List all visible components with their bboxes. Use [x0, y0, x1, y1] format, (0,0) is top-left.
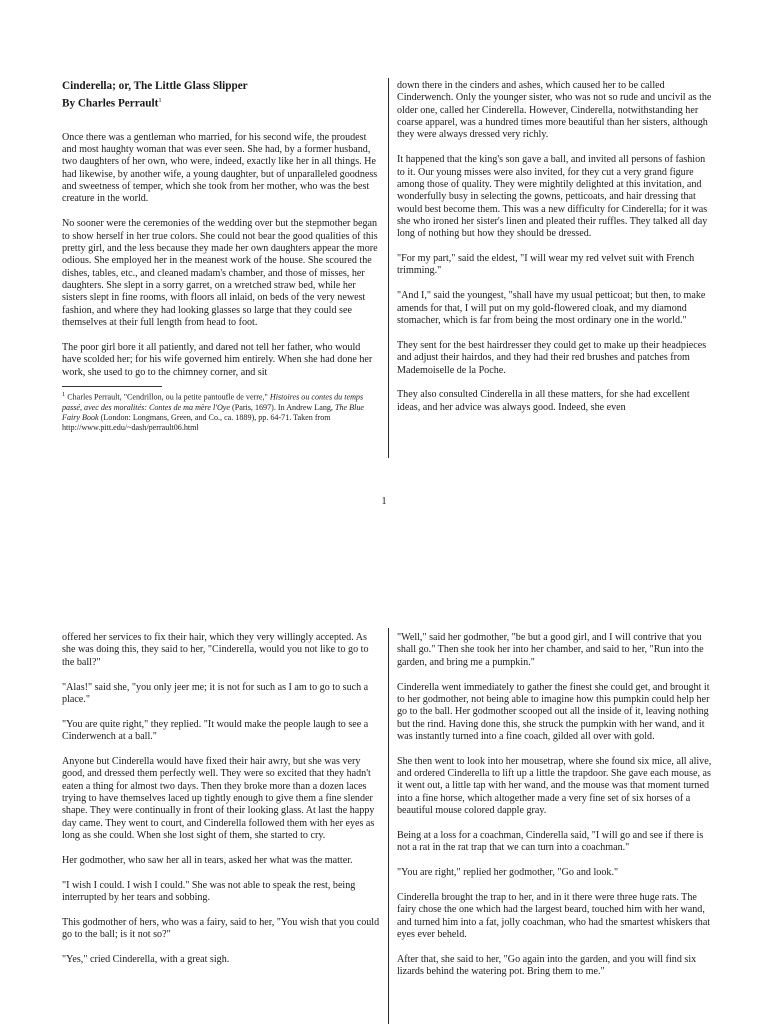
paragraph: "Well," said her godmother, "be but a good girl, and I will contrive that you shall go." Then she took her into her chamber, and said to her, "Run into the garden, and bring me a pumpkin." — [397, 632, 704, 668]
paragraph: "Yes," cried Cinderella, with a great sigh. — [62, 954, 230, 966]
paragraph: Cinderella went immediately to gather the finest she could get, and brought it to her godmother, not being able to imagine how this pumpkin could help her go to the ball. Her godmother scooped out all the inside of it, leaving nothing but the rind. Having done this, she struck the pumpkin with her wand, and it was instantly turned into a fine coach, gilded all over with gold. — [397, 681, 710, 742]
title-footnote-mark: 1 — [158, 96, 162, 104]
page-gap — [0, 520, 768, 608]
paragraph: down there in the cinders and ashes, which caused her to be called Cinderwench. Only the younger sister, who was not so rude and uncivil as the older one, called her Cinderella. However, Cinderella, notwithstanding her coarse apparel, was a hundred times more beautiful than her sisters, although they were always dressed very richly. — [397, 80, 712, 141]
footnote-title-a: Histoires ou contes du temps passé, avec des moralités: Contes de ma mère l'Oye — [62, 393, 364, 413]
paragraph: offered her services to fix their hair, which they very willingly accepted. As she was doing this, they said to her, "Cinderella, would you not like to go to the ball?" — [62, 632, 369, 668]
paragraph: They sent for the best hairdresser they could get to make up their headpieces and adjust their hairdos, and they had their red brushes and patches from Mademoiselle de la Poche. — [397, 339, 707, 376]
document-title — [62, 80, 380, 111]
paragraph: Being at a loss for a coachman, Cinderella said, "I will go and see if there is not a rat in the rat trap that we can turn into a coachman." — [397, 829, 704, 854]
paragraph: Cinderella brought the trap to her, and in it there were three huge rats. The fairy chose the one which had the largest beard, touched him with her wand, and turned him into a fat, jolly coachman, who had the smartest whiskers that eyes ever beheld. — [397, 892, 711, 941]
paragraph: This godmother of hers, who was a fairy, said to her, "You wish that you could go to the ball; is it not so?" — [62, 916, 380, 941]
paragraph: No sooner were the ceremonies of the wedding over but the stepmother began to show herself in her true colors. She could not bear the good qualities of this pretty girl, and the less because they made her own daughters appear the more odious. She employed her in the meanest work of the house. She scoured the dishes, tables, etc., and cleaned madam's chamber, and those of misses, her daughters. She slept in a sorry garret, on a wretched straw bed, while her sisters slept in fine rooms, with floors all inlaid, on beds of the very newest fashion, and where they had looking glasses so large that they could see themselves at their full length from head to foot. — [62, 218, 378, 329]
page1-left-column — [62, 80, 380, 433]
paragraph: They also consulted Cinderella in all these matters, for she had excellent ideas, and her advice was always good. Indeed, she even — [397, 389, 690, 413]
column-divider — [388, 78, 389, 458]
footnote-pub-a: (Paris, 1697). In Andrew Lang, — [232, 403, 333, 413]
paragraph: The poor girl bore it all patiently, and dared not tell her father, who would have scolded her; for his wife governed him entirely. When she had done her work, she used to go to the chimney corner, and sit — [62, 341, 373, 378]
footnote — [62, 390, 380, 433]
paragraph: "You are quite right," they replied. "It would make the people laugh to see a Cinderwench at a ball." — [62, 718, 369, 743]
footnote-title-b: The Blue Fairy Book — [62, 403, 364, 423]
footnote-mark: 1 — [62, 391, 66, 399]
page-2 — [0, 608, 768, 1024]
paragraph: Anyone but Cinderella would have fixed their hair awry, but she was very good, and dressed them perfectly well. They were so excited that they hadn't eaten a thing for almost two days. Then they broke more than a dozen laces trying to have themselves laced up tightly enough to give them a fine slender shape. They were continually in front of their looking glass. At last the happy day came. They went to court, and Cinderella followed them with her eyes as long as she could. When she lost sight of them, she started to cry. — [62, 755, 375, 841]
page-number: 1 — [381, 496, 387, 507]
paragraph: "Alas!" said she, "you only jeer me; it is not for such as I am to go to such a place." — [62, 681, 369, 705]
footnote-author: Charles Perrault, "Cendrillon, ou la petite pantoufle de verre," — [67, 393, 268, 403]
title-line-1: Cinderella; or, The Little Glass Slipper — [62, 80, 248, 92]
footnote-pub-b: (London: Longmans, Green, and Co., ca. 1889), pp. 64-71. Taken from http://www.pitt.edu/~dash/perrault06.html — [62, 413, 331, 433]
title-line-2: By Charles Perrault — [62, 97, 159, 110]
paragraph: "I wish I could. I wish I could." She was not able to speak the rest, being interrupted by her tears and sobbing. — [62, 879, 356, 903]
paragraph: "And I," said the youngest, "shall have my usual petticoat; but then, to make amends for that, I will put on my gold-flowered cloak, and my diamond stomacher, which is far from being the most ordinary one in the world." — [397, 290, 706, 326]
paragraph: After that, she said to her, "Go again into the garden, and you will find six lizards behind the watering pot. Bring them to me." — [397, 953, 697, 978]
paragraph: Once there was a gentleman who married, for his second wife, the proudest and most haughty woman that was ever seen. She had, by a former husband, two daughters of her own, who were, indeed, exactly like her in all things. He had likewise, by another wife, a young daughter, but of unparalleled goodness and sweetness of temper, which she took from her mother, who was the best creature in the world. — [62, 131, 378, 205]
paragraph: It happened that the king's son gave a ball, and invited all persons of fashion to it. Our young misses were also invited, for they cut a very grand figure among those of quality. They were mightily delighted at this invitation, and wonderfully busy in selecting the gowns, petticoats, and hair dressing that would best become them. This was a new difficulty for Cinderella; for it was she who ironed her sister's linen and pleated their ruffles. They talked all day long of nothing but how they should be dressed. — [397, 154, 708, 240]
column-divider — [388, 628, 389, 1024]
paragraph: "You are right," replied her godmother, "Go and look." — [397, 867, 619, 879]
page2-left-column — [62, 632, 380, 979]
footnote-rule — [62, 386, 162, 387]
page1-right-column — [397, 80, 713, 427]
page2-right-column — [397, 632, 713, 991]
paragraph: "For my part," said the eldest, "I will wear my red velvet suit with French trimming." — [397, 253, 695, 277]
paragraph: Her godmother, who saw her all in tears, asked her what was the matter. — [62, 854, 353, 866]
paragraph: She then went to look into her mousetrap, where she found six mice, all alive, and ordered Cinderella to lift up a little the trapdoor. She gave each mouse, as it went out, a little tap with her wand, and the mouse was that moment turned into a fine horse, which altogether made a very fine set of six horses of a beautiful mouse colored dapple gray. — [397, 755, 712, 817]
